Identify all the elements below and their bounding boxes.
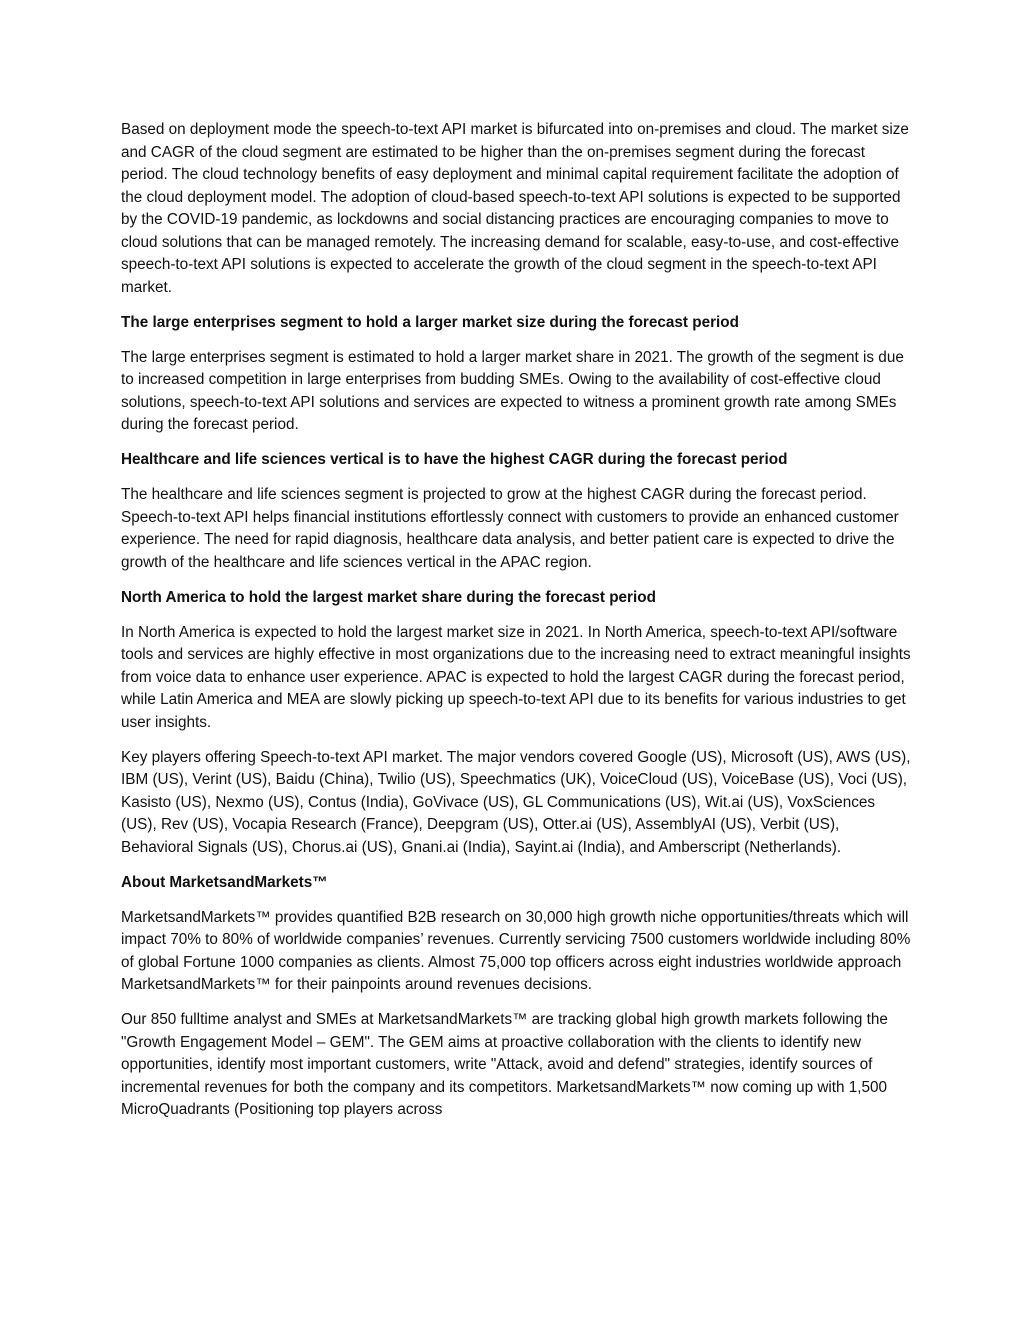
paragraph-large-enterprises: The large enterprises segment is estimated to hold a larger market share in 2021. The growth of the segment is due to increased competition in large enterprises from budding SMEs. Owing to the availability of cost-effective cloud solutions, speech-to-text API solutions and services are expected to witness a prominent growth rate among SMEs during the forecast period. bbox=[121, 348, 904, 433]
paragraph-healthcare-vertical: The healthcare and life sciences segment is projected to grow at the highest CAGR during the forecast period. Speech-to-text API helps financial institutions effortlessly connect with customers to provide an enhanced customer experience. The need for rapid diagnosis, healthcare data analysis, and better patient care is expected to drive the growth of the healthcare and life sciences vertical in the APAC region. bbox=[121, 486, 899, 571]
paragraph-analysts: Our 850 fulltime analyst and SMEs at MarketsandMarkets™ are tracking global high growth markets following the "Growth Engagement Model – GEM". The GEM aims at proactive collaboration with the clients to identify new opportunities, identify most important customers, write "Attack, avoid and defend" strategies, identify sources of incremental revenues for both the company and its competitors. MarketsandMarkets™ now coming up with 1,500 MicroQuadrants (Positioning top players across bbox=[121, 1011, 888, 1118]
paragraph-key-players: Key players offering Speech-to-text API market. The major vendors covered Google (US), Microsoft (US), AWS (US), IBM (US), Verint (US), Baidu (China), Twilio (US), Speechmatics (UK), VoiceCloud (US), VoiceBase (US), Voci (US), Kasisto (US), Nexmo (US), Contus (India), GoVivace (US), GL Communications (US), Wit.ai (US), VoxSciences (US), Rev (US), Vocapia Research (France), Deepgram (US), Otter.ai (US), AssemblyAI (US), Verbit (US), Behavioral Signals (US), Chorus.ai (US), Gnani.ai (India), Sayint.ai (India), and Amberscript (Netherlands). bbox=[121, 748, 911, 856]
paragraph-cloud-deployment: Based on deployment mode the speech-to-text API market is bifurcated into on-premises and cloud. The market size and CAGR of the cloud segment are estimated to be higher than the on-premises segment during the forecast period. The cloud technology benefits of easy deployment and minimal capital requirement facilitate the adoption of the cloud deployment model. The adoption of cloud-based speech-to-text API solutions is expected to be supported by the COVID-19 pandemic, as lockdowns and social distancing practices are encouraging companies to move to cloud solutions that can be managed remotely. The increasing demand for scalable, easy-to-use, and cost-effective speech-to-text API solutions is expected to accelerate the growth of the cloud segment in the speech-to-text API market. bbox=[121, 121, 909, 296]
heading-about-company: About MarketsandMarkets™ bbox=[121, 873, 328, 891]
heading-large-enterprises: The large enterprises segment to hold a larger market size during the forecast period bbox=[121, 313, 739, 331]
paragraph-north-america: In North America is expected to hold the largest market size in 2021. In North America, speech-to-text API/software tools and services are highly effective in most organizations due to the increasing need to extract meaningful insights from voice data to enhance user experience. APAC is expected to hold the largest CAGR during the forecast period, while Latin America and MEA are slowly picking up speech-to-text API due to its benefits for various industries to get user insights. bbox=[121, 623, 911, 731]
document-page bbox=[121, 119, 911, 1134]
paragraph-about-company: MarketsandMarkets™ provides quantified B2B research on 30,000 high growth niche opportunities/threats which will impact 70% to 80% of worldwide companies’ revenues. Currently servicing 7500 customers worldwide including 80% of global Fortune 1000 companies as clients. Almost 75,000 top officers across eight industries worldwide approach MarketsandMarkets™ for their painpoints around revenues decisions. bbox=[121, 908, 911, 993]
heading-healthcare-vertical: Healthcare and life sciences vertical is to have the highest CAGR during the forecast period bbox=[121, 451, 788, 468]
heading-north-america: North America to hold the largest market share during the forecast period bbox=[121, 588, 656, 606]
